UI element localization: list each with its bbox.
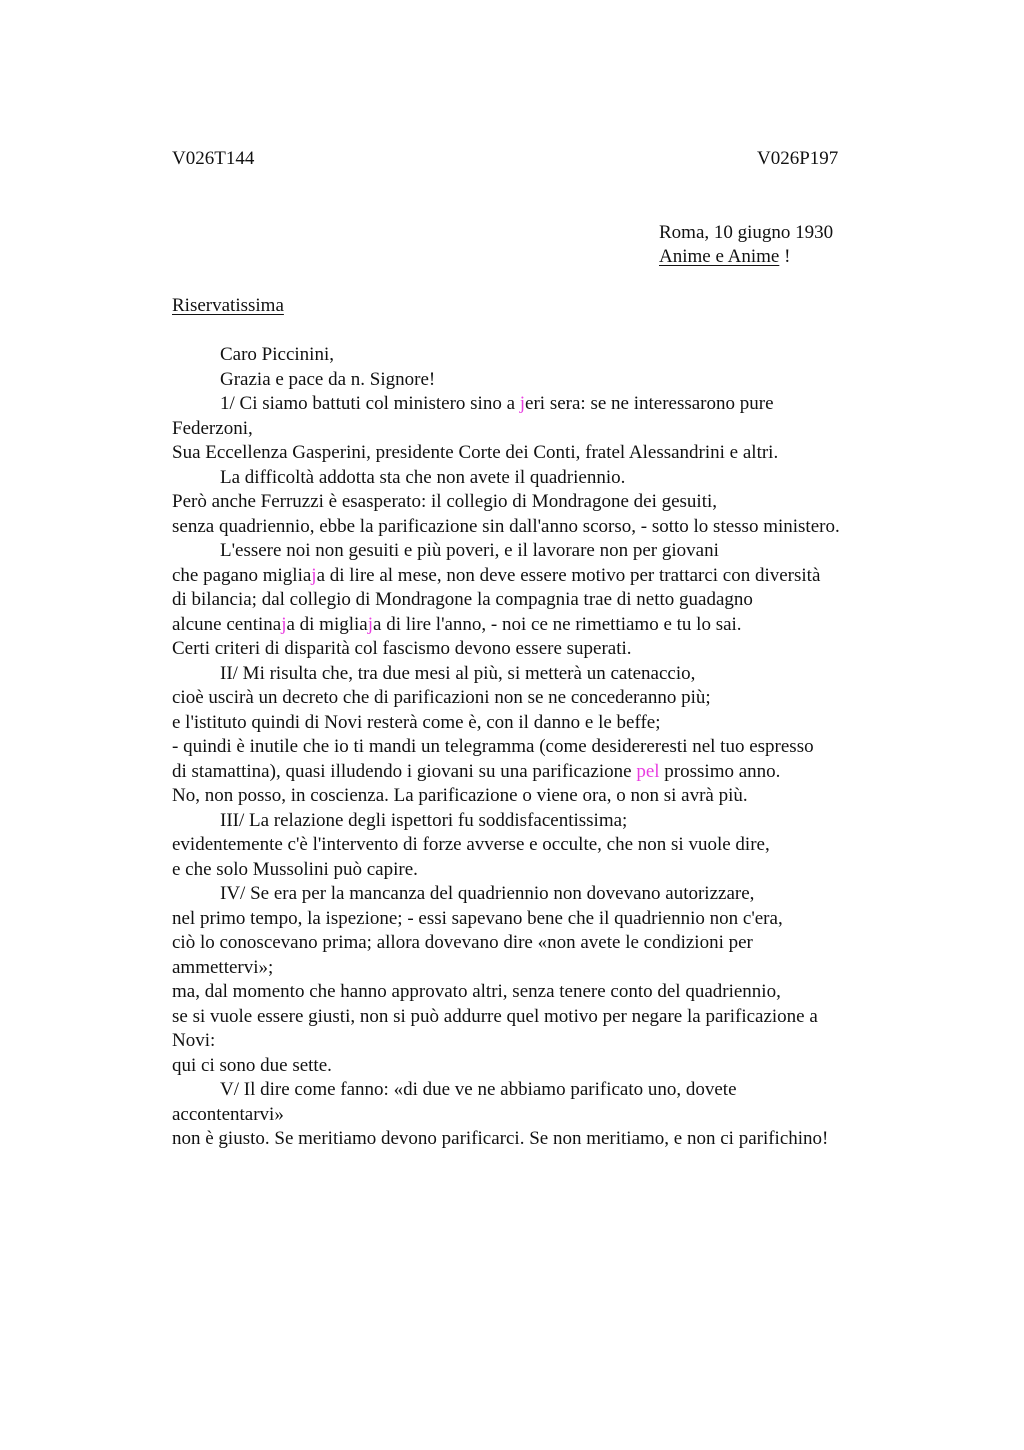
paragraph-2-start: II/ Mi risulta che, tra due mesi al più, si metterà un catenaccio, — [220, 662, 696, 684]
letter-body — [172, 343, 932, 1152]
text-run: a di miglia — [286, 613, 368, 635]
text-line: e che solo Mussolini può capire. — [172, 858, 418, 880]
text-line: No, non posso, in coscienza. La parificazione o viene ora, o non si avrà più. — [172, 785, 748, 806]
text-line: qui ci sono due sette. — [172, 1054, 332, 1076]
text-line: Federzoni, — [172, 417, 253, 439]
text-line: La difficoltà addotta sta che non avete il quadriennio. — [220, 466, 626, 488]
motto-suffix: ! — [779, 246, 791, 267]
text-line: accontentarvi» — [172, 1103, 284, 1125]
text-line: non è giusto. Se meritiamo devono parificarci. Se non meritiamo, e non ci parifichino! — [172, 1128, 829, 1149]
text-run: a di lire l'anno, - noi ce ne rimettiamo e tu lo sai. — [373, 613, 742, 635]
text-line: Però anche Ferruzzi è esasperato: il collegio di Mondragone dei gesuiti, — [172, 491, 718, 512]
paragraph-3-start: III/ La relazione degli ispettori fu soddisfacentissima; — [220, 809, 628, 831]
text-line: e l'istituto quindi di Novi resterà come è, con il danno e le beffe; — [172, 711, 661, 733]
document-code-right: V026P197 — [757, 148, 839, 169]
paragraph-1-start — [172, 392, 932, 417]
highlighted-correction: pel — [636, 760, 660, 782]
text-line: ma, dal momento che hanno approvato altri, senza tenere conto del quadriennio, — [172, 981, 781, 1002]
text-line: ciò lo conoscevano prima; allora dovevano dire «non avete le condizioni per — [172, 932, 753, 953]
paragraph-5-start: V/ Il dire come fanno: «di due ve ne abbiamo parificato uno, dovete — [220, 1079, 737, 1100]
text-line — [172, 760, 932, 785]
text-line: evidentemente c'è l'intervento di forze avverse e occulte, che non si vuole dire, — [172, 834, 770, 855]
place-date: Roma, 10 giugno 1930 — [659, 222, 834, 243]
text-line: cioè uscirà un decreto che di parificazioni non se ne concederanno più; — [172, 687, 711, 708]
text-line: nel primo tempo, la ispezione; - essi sapevano bene che il quadriennio non c'era, — [172, 907, 783, 929]
highlighted-correction: j — [281, 613, 287, 635]
text-run: prossimo anno. — [659, 760, 781, 782]
highlighted-correction: j — [311, 564, 317, 586]
motto — [659, 246, 790, 268]
document-code-left: V026T144 — [172, 148, 255, 169]
highlighted-correction: j — [367, 613, 374, 635]
text-run: di stamattina), quasi illudendo i giovani su una parificazione — [172, 760, 637, 782]
text-line: ammettervi»; — [172, 956, 274, 978]
text-run: che pagano miglia — [172, 564, 312, 586]
text-line: di bilancia; dal collegio di Mondragone la compagnia trae di netto guadagno — [172, 589, 753, 610]
greeting: Grazia e pace da n. Signore! — [220, 368, 436, 390]
text-line: senza quadriennio, ebbe la parificazione sin dall'anno scorso, - sotto lo stesso ministero. — [172, 515, 840, 537]
text-line: Novi: — [172, 1030, 216, 1051]
text-run: eri sera: se ne interessarono pure — [525, 393, 774, 414]
text-line: Certi criteri di disparità col fascismo devono essere superati. — [172, 638, 632, 659]
salutation: Caro Piccinini, — [220, 344, 334, 365]
classification-label: Riservatissima — [172, 295, 284, 316]
text-line — [172, 613, 932, 638]
text-line: - quindi è inutile che io ti mandi un telegramma (come desidereresti nel tuo espresso — [172, 736, 814, 757]
text-line: Sua Eccellenza Gasperini, presidente Corte dei Conti, fratel Alessandrini e altri. — [172, 442, 779, 463]
text-line — [172, 564, 932, 589]
text-line: L'essere noi non gesuiti e più poveri, e il lavorare non per giovani — [220, 540, 719, 561]
text-line: se si vuole essere giusti, non si può addurre quel motivo per negare la parificazione a — [172, 1005, 818, 1027]
text-run: a di lire al mese, non deve essere motivo per trattarci con diversità — [316, 564, 821, 586]
paragraph-4-start: IV/ Se era per la mancanza del quadriennio non dovevano autorizzare, — [220, 883, 755, 904]
text-run: alcune centina — [172, 613, 282, 635]
motto-text: Anime e Anime — [659, 246, 780, 267]
text-run: 1/ Ci siamo battuti col ministero sino a — [220, 393, 520, 414]
highlighted-correction: j — [519, 393, 526, 414]
